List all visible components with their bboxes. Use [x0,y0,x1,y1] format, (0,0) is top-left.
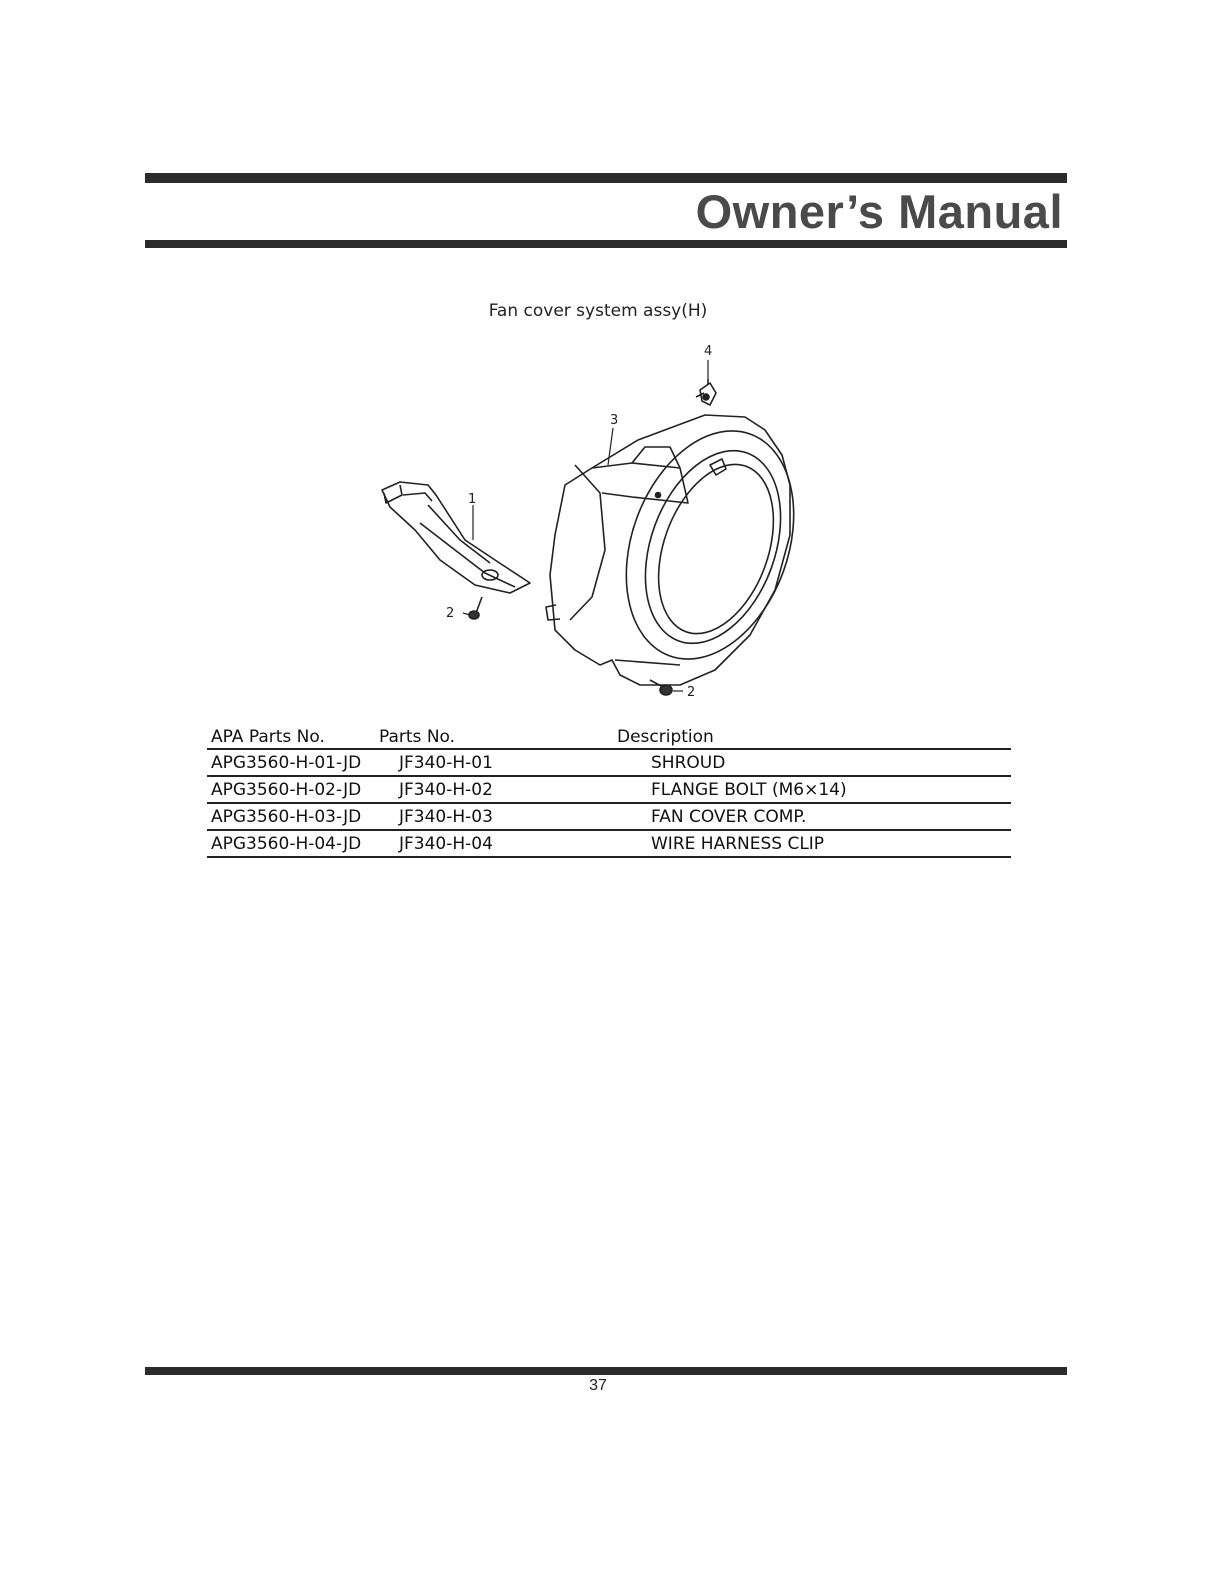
callout-1: 1 [468,492,477,507]
parts-no-cell: JF340-H-02 [379,776,617,803]
apa-parts-no-cell: APG3560-H-02-JD [207,776,379,803]
parts-no-cell: JF340-H-04 [379,830,617,857]
description-cell: SHROUD [617,749,1011,776]
shroud-part [382,482,530,593]
callout-3: 3 [610,413,619,428]
table-row [207,776,1011,803]
table-row [207,749,1011,776]
description-cell: FLANGE BOLT (M6×14) [617,776,1011,803]
fan-cover-exploded-diagram [370,335,820,710]
header-top-rule [145,173,1067,183]
wire-harness-clip-part [696,379,716,405]
callout-2-left: 2 [446,606,455,621]
header-apa-parts-no: APA Parts No. [207,726,379,749]
apa-parts-no-cell: APG3560-H-01-JD [207,749,379,776]
figure-title: Fan cover system assy(H) [488,301,708,321]
header-parts-no: Parts No. [379,726,617,749]
parts-table [207,726,1011,858]
fan-cover-part [546,407,820,685]
flange-bolt-part-left [469,597,482,619]
description-cell: FAN COVER COMP. [617,803,1011,830]
apa-parts-no-cell: APG3560-H-04-JD [207,830,379,857]
table-row [207,830,1011,857]
parts-no-cell: JF340-H-03 [379,803,617,830]
apa-parts-no-cell: APG3560-H-03-JD [207,803,379,830]
table-header-row [207,726,1011,749]
page-number: 37 [589,1377,607,1394]
header-description: Description [617,726,1011,749]
callout-2-bottom: 2 [687,685,696,700]
callout-4: 4 [704,344,713,359]
table-row [207,803,1011,830]
header-bottom-rule [145,240,1067,248]
description-cell: WIRE HARNESS CLIP [617,830,1011,857]
footer-rule [145,1367,1067,1375]
parts-no-cell: JF340-H-01 [379,749,617,776]
page-title: Owner’s Manual [695,185,1063,238]
